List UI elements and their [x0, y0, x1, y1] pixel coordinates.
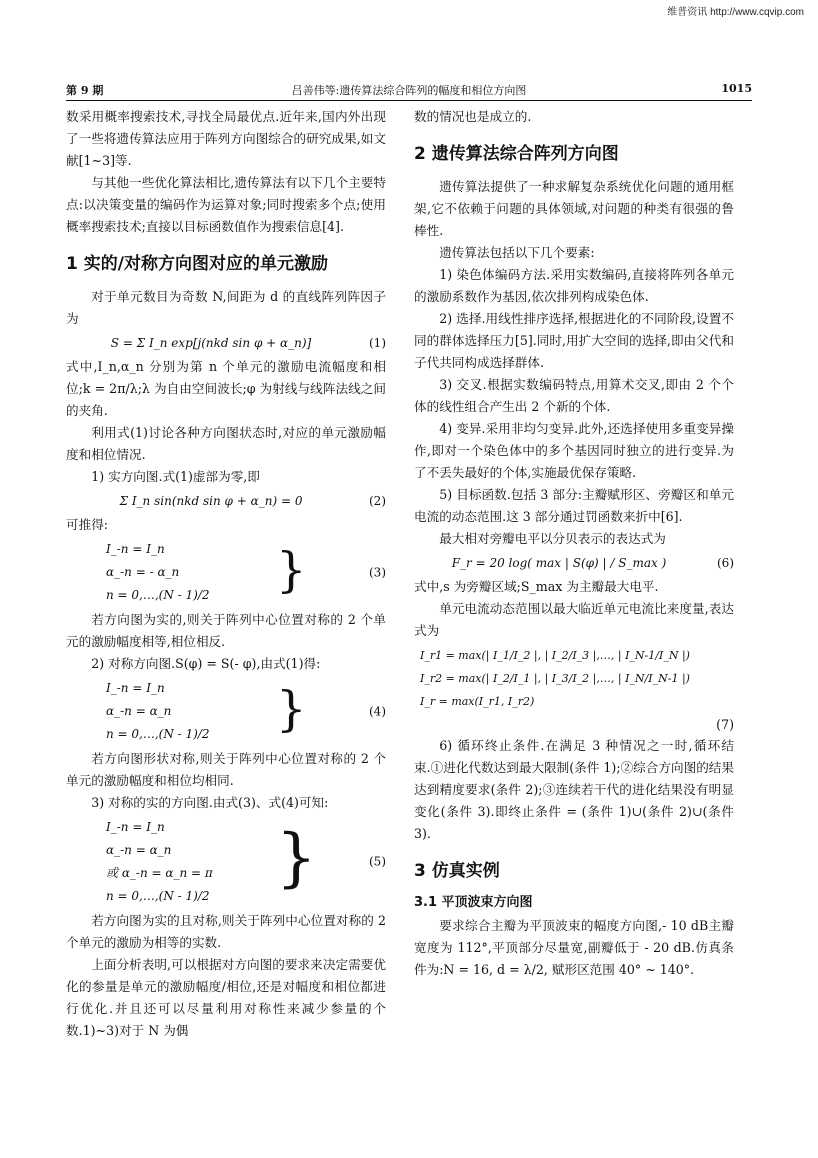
paragraph: 上面分析表明,可以根据对方向图的要求来决定需要优化的参量是单元的激励幅度/相位,还是对幅度和相位都进行优化.并且还可以尽量利用对称性来减少参量的个数.1)~3)对于 N 为偶: [66, 957, 386, 1038]
paragraph: 遗传算法提供了一种求解复杂系统优化问题的通用框架,它不依赖于问题的具体领域,对问题的种类有很强的鲁棒性.: [414, 179, 734, 238]
paragraph: 式中,I_n,α_n 分别为第 n 个单元的激励电流幅度和相位;k = 2π/λ;λ 为自由空间波长;φ 为射线与线阵法线之间的夹角.: [66, 359, 386, 418]
paragraph: 要求综合主瓣为平顶波束的幅度方向图,- 10 dB主瓣宽度为 112°,平顶部分尽量宽,副瓣低于 - 20 dB.仿真条件为:N = 16, d = λ/2, 赋形区范围 40° ~ 140°.: [414, 918, 734, 977]
paragraph: 3) 交叉.根据实数编码特点,用算术交叉,即由 2 个个体的线性组合产生出 2 个新的个体.: [414, 377, 734, 414]
paragraph: 若方向图为实的,则关于阵列中心位置对称的 2 个单元的激励幅度相等,相位相反.: [66, 612, 386, 649]
left-column: [66, 106, 386, 1042]
equation-4: [66, 677, 386, 746]
subsection-heading: 3.1 平顶波束方向图: [414, 895, 533, 910]
paragraph: 数采用概率搜索技术,寻找全局最优点.近年来,国内外出现了一些将遗传算法应用于阵列方向图综合的研究成果,如文献[1~3]等.: [66, 109, 386, 168]
equation-line: I_r = max(I_r1, I_r2): [420, 695, 535, 708]
equation-number: (3): [369, 565, 386, 579]
paragraph: 6) 循环终止条件.在满足 3 种情况之一时,循环结束.①进化代数达到最大限制(条件 1);②综合方向图的结果达到精度要求(条件 2);③连续若干代的进化结果没有明显变化(条件 3).即终止条件 = (条件 1)∪(条件 2)∪(条件 3).: [414, 738, 734, 841]
watermark: 维普资讯 http://www.cqvip.com: [667, 7, 804, 18]
equation-number: (6): [717, 556, 734, 570]
equation-6: [414, 552, 734, 574]
equation-line: 或 α_-n = α_n = π: [106, 866, 213, 880]
paragraph: 最大相对旁瓣电平以分贝表示的表达式为: [439, 531, 666, 546]
equation-7: [414, 644, 734, 713]
equation-line: I_-n = I_n: [106, 681, 165, 695]
equation-line: I_r2 = max(| I_2/I_1 |, | I_3/I_2 |,…, | I_N/I_N-1 |): [420, 672, 690, 685]
equation-number: (2): [369, 494, 386, 508]
brace: }: [276, 542, 307, 598]
running-title: 吕善伟等:遗传算法综合阵列的幅度和相位方向图: [291, 84, 527, 97]
equation-number: (4): [369, 704, 386, 718]
paragraph: 数的情况也是成立的.: [414, 109, 532, 124]
equation-text: Σ I_n sin(nkd sin φ + α_n) = 0: [119, 494, 303, 508]
equation-3: [66, 538, 386, 607]
issue-number: 第 9 期: [66, 84, 104, 97]
right-column: [414, 106, 734, 981]
paragraph: 若方向图为实的且对称,则关于阵列中心位置对称的 2 个单元的激励为相等的实数.: [66, 913, 386, 950]
paragraph: 与其他一些优化算法相比,遗传算法有以下几个主要特点:以决策变量的编码作为运算对象;同时搜索多个点;使用概率搜索技术;直接以目标函数值作为搜索信息[4].: [66, 175, 386, 234]
equation-2: [66, 490, 386, 512]
paragraph: 可推得:: [66, 517, 109, 532]
paragraph: 2) 对称方向图.S(φ) = S(- φ),由式(1)得:: [91, 656, 321, 671]
paragraph: 单元电流动态范围以最大临近单元电流比来度量,表达式为: [414, 601, 734, 638]
paragraph: 2) 选择.用线性排序选择,根据进化的不同阶段,设置不同的群体选择压力[5].同时,用扩大空间的选择,即由父代和子代共同构成选择群体.: [414, 311, 734, 370]
equation-line: α_-n = α_n: [106, 704, 172, 718]
equation-number: (7): [716, 717, 734, 732]
equation-line: n = 0,…,(N - 1)/2: [106, 727, 210, 741]
equation-1: [66, 332, 386, 354]
section-heading-1: 1 实的/对称方向图对应的单元激励: [66, 254, 328, 274]
section-heading-2: 2 遗传算法综合阵列方向图: [414, 144, 619, 164]
paragraph: 式中,s 为旁瓣区域;S_max 为主瓣最大电平.: [414, 579, 659, 594]
equation-line: I_r1 = max(| I_1/I_2 |, | I_2/I_3 |,…, | I_N-1/I_N |): [420, 649, 690, 662]
equation-line: I_-n = I_n: [106, 820, 165, 834]
equation-text: F_r = 20 log( max | S(φ) | / S_max ): [451, 556, 667, 570]
brace: }: [276, 821, 317, 895]
equation-text: S = Σ I_n exp[j(nkd sin φ + α_n)]: [110, 336, 312, 350]
paragraph: 4) 变异.采用非均匀变异.此外,还选择使用多重变异操作,即对一个染色体中的多个基因同时独立的进行变异.为了不丢失最好的个体,实施最优保存策略.: [414, 421, 734, 480]
equation-line: n = 0,…,(N - 1)/2: [106, 588, 210, 602]
brace: }: [276, 681, 307, 737]
paragraph: 3) 对称的实的方向图.由式(3)、式(4)可知:: [91, 795, 329, 810]
equation-number: (5): [369, 854, 386, 869]
paragraph: 对于单元数目为奇数 N,间距为 d 的直线阵列阵因子为: [66, 289, 386, 326]
equation-line: α_-n = α_n: [106, 843, 172, 857]
equation-5: [66, 816, 386, 908]
paragraph: 遗传算法包括以下几个要素:: [439, 245, 595, 260]
equation-line: n = 0,…,(N - 1)/2: [106, 889, 210, 903]
paragraph: 1) 实方向图.式(1)虚部为零,即: [91, 469, 260, 484]
paragraph: 1) 染色体编码方法.采用实数编码,直接将阵列各单元的激励系数作为基因,依次排列构成染色体.: [414, 267, 734, 304]
paragraph: 利用式(1)讨论各种方向图状态时,对应的单元激励幅度和相位情况.: [66, 425, 386, 462]
paragraph: 5) 目标函数.包括 3 部分:主瓣赋形区、旁瓣区和单元电流的动态范围.这 3 部分通过罚函数来折中[6].: [414, 487, 734, 524]
equation-number: (1): [369, 336, 386, 350]
section-heading-3: 3 仿真实例: [414, 861, 500, 881]
equation-line: α_-n = - α_n: [106, 565, 180, 579]
running-header: [66, 82, 752, 101]
equation-line: I_-n = I_n: [106, 542, 165, 556]
paragraph: 若方向图形状对称,则关于阵列中心位置对称的 2 个单元的激励幅度和相位均相同.: [66, 751, 386, 788]
page-number: 1015: [721, 82, 752, 95]
